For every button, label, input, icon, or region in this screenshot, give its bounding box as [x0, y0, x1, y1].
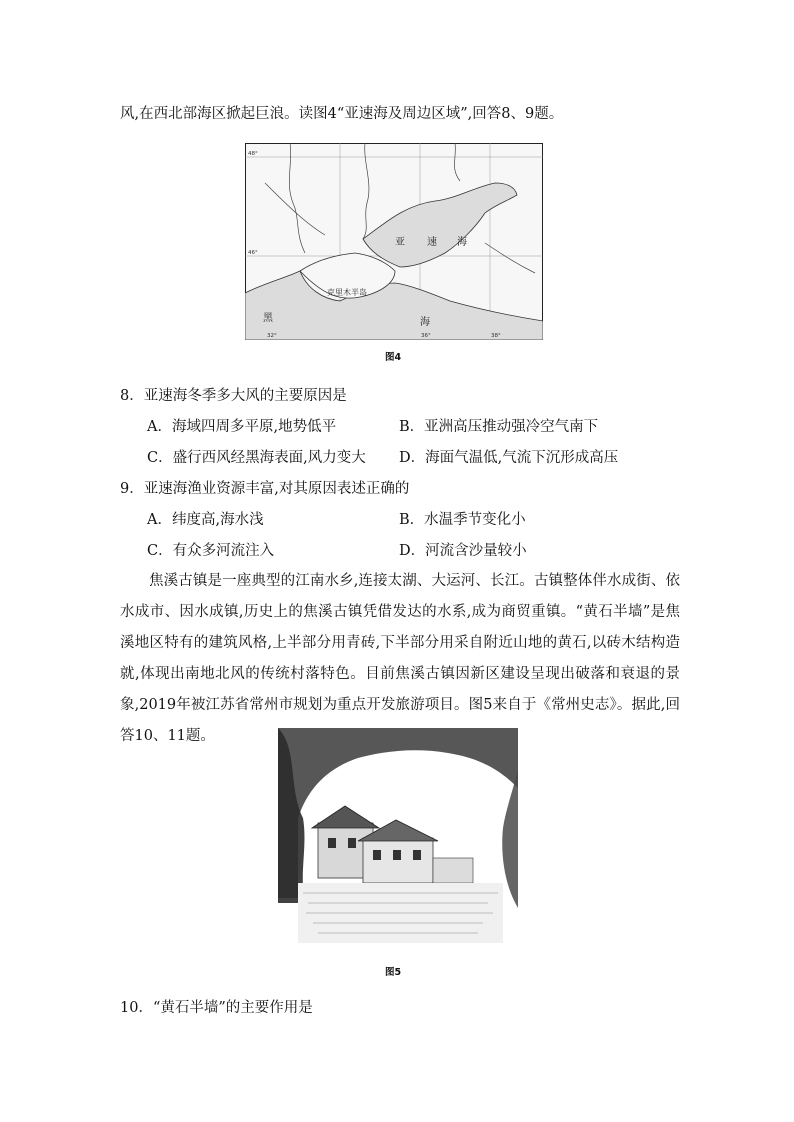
figure-5-caption: 图5 [385, 967, 402, 978]
map-tick-46: 46° [248, 250, 258, 256]
figure-5-illustration [278, 728, 518, 960]
q8-stem: 8．亚速海冬季多大风的主要原因是 [120, 388, 347, 404]
passage-text: 焦溪古镇是一座典型的江南水乡,连接太湖、大运河、长江。古镇整体伴水成街、依水成市、因水成镇,历史上的焦溪古镇凭借发达的水系,成为商贸重镇。“黄石半墙”是焦溪地区特有的建筑风格,上半部分用青砖,下半部分用采自附近山地的黄石,以砖木结构造就,体现出南地北风的传统村落特色。目前焦溪古镇因新区建设呈现出破落和衰退的景象,2019年被江苏省常州市规划为重点开发旅游项目。图5来自于《常州史志》。据此,回答10、11题。 [120, 573, 680, 744]
map-label-azov-1: 亚 [395, 237, 405, 248]
map-tick-48: 48° [248, 151, 258, 157]
q8-option-b: B．亚洲高压推动强冷空气南下 [399, 419, 599, 435]
map-label-azov-3: 海 [457, 237, 467, 248]
q9-stem: 9．亚速海渔业资源丰富,对其原因表述正确的 [120, 481, 410, 497]
map-tick-38: 38° [491, 333, 501, 339]
intro-line: 风,在西北部海区掀起巨浪。读图4“亚速海及周边区域”,回答8、9题。 [120, 106, 564, 122]
figure-4-caption: 图4 [385, 352, 402, 363]
q9-option-c: C．有众多河流注入 [147, 543, 275, 559]
q8-option-c: C．盛行西风经黑海表面,风力变大 [147, 450, 366, 466]
q10-stem: 10．“黄石半墙”的主要作用是 [120, 1000, 313, 1016]
map-tick-36: 36° [421, 333, 431, 339]
q9-option-b: B．水温季节变化小 [399, 512, 526, 528]
map-label-crimea: 克里木半岛 [327, 288, 367, 297]
map-tick-32: 32° [267, 333, 277, 339]
map-label-azov-2: 速 [427, 237, 437, 248]
figure-4-map [245, 143, 543, 340]
q8-option-a: A．海域四周多平原,地势低平 [147, 419, 337, 435]
q8-option-d: D．海面气温低,气流下沉形成高压 [399, 450, 619, 466]
q9-option-a: A．纬度高,海水浅 [147, 512, 264, 528]
map-label-black-2: 海 [420, 317, 430, 328]
map-label-black-1: 黑 [263, 313, 273, 324]
q9-option-d: D．河流含沙量较小 [399, 543, 527, 559]
